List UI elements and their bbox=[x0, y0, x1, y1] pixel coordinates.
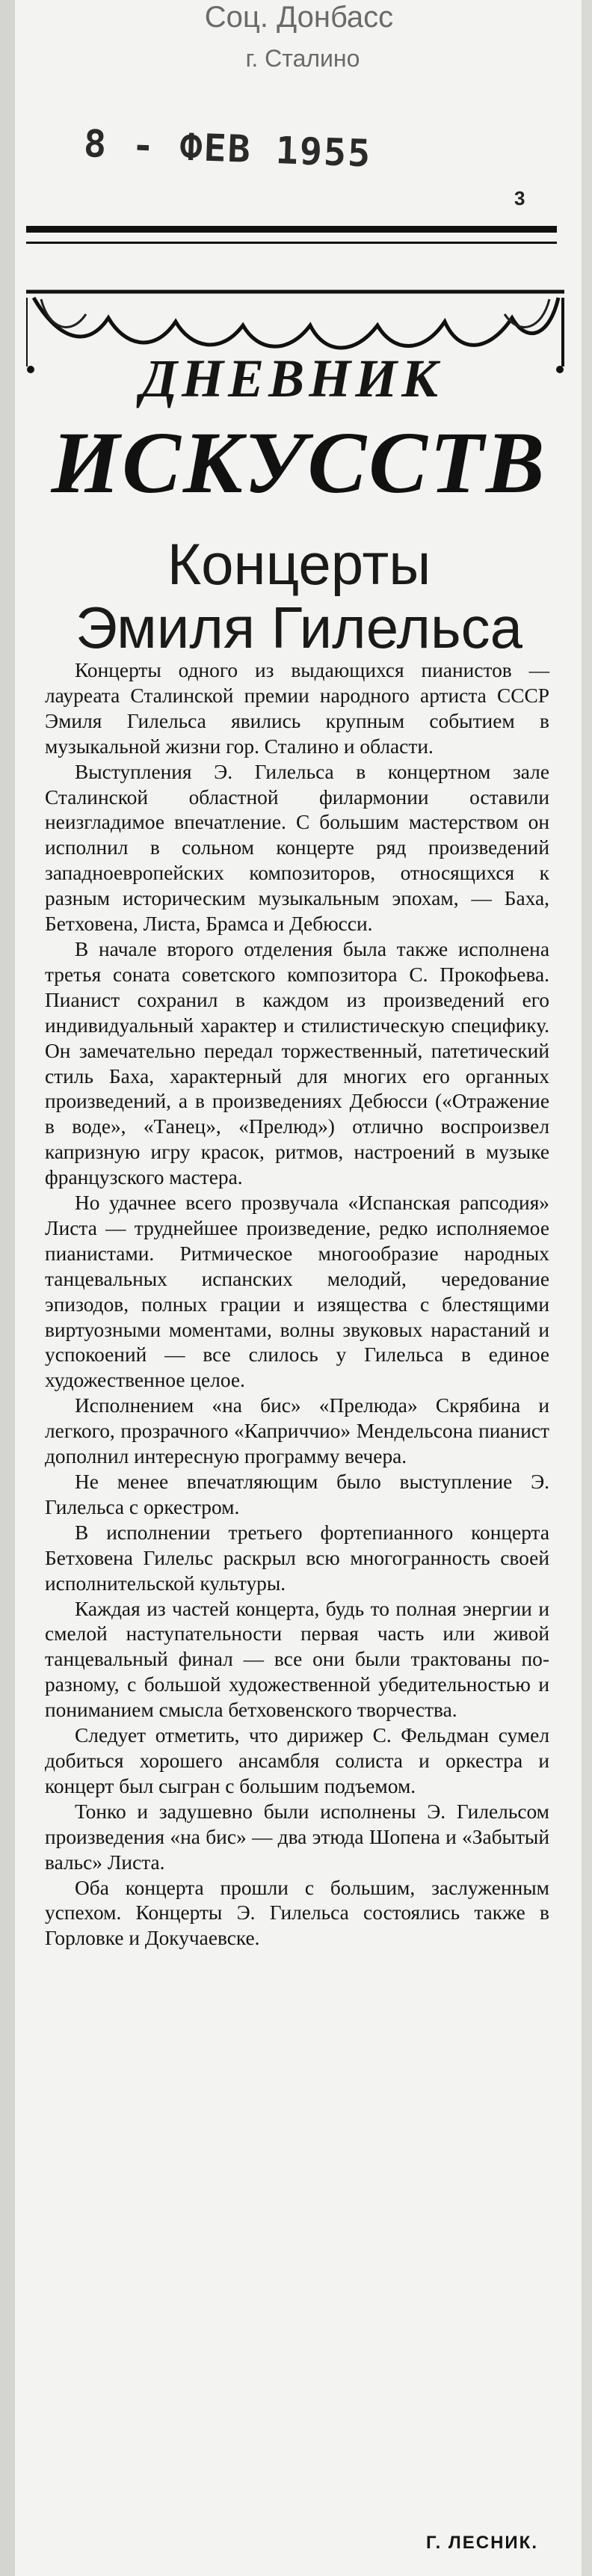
article-paragraph: Но удачнее всего прозвучала «Испанская рапсодия» Листа — труднейшее произведение, редко исполняемое пианистами. Ритмическое многообразие народных танцевальных испанских мелодий, чередование эпизодов, полных грации и изящества с блестящими виртуозными моментами, волны звуковых нарастаний и успокоений — все слилось у Гилельса в единое художественное целое. bbox=[45, 1192, 549, 1392]
article-paragraph: Каждая из частей концерта, будь то полная энергии и смелой наступательности первая часть или живой танцевальный финал — все они были трактованы по-разному, с большой художественной убедительностью и пониманием смысла бетховенского творчества. bbox=[45, 1597, 549, 1722]
rubric-title-line-2: ИСКУССТВ bbox=[51, 414, 547, 512]
scan-margin-left bbox=[0, 0, 15, 2576]
rubric-title-line-1: ДНЕВНИК bbox=[140, 349, 443, 408]
page-number: 3 bbox=[514, 187, 525, 209]
article-paragraph: Тонко и задушевно были исполнены Э. Гилельсом произведения «на бис» — два этюда Шопена и «Забытый вальс» Листа. bbox=[45, 1800, 549, 1874]
article-paragraph: В начале второго отделения была также исполнена третья соната советского композитора С. Прокофьева. Пианист сохранил в каждом из произведений его индивидуальный характер и стилистическую специфику. Он замечательно передал торжественный, патетический стиль Баха, характерный для многих его органных произведений, а в произведениях Дебюсси («Отражение в воде», «Танец», «Прелюд») отлично воспроизвел капризную игру красок, ритмов, настроений в музыке французского мастера. bbox=[45, 937, 549, 1189]
article-paragraph: Следует отметить, что дирижер С. Фельдман сумел добиться хорошего ансамбля солиста и оркестра и концерт был сыгран с большим подъемом. bbox=[45, 1724, 549, 1797]
top-rule bbox=[26, 226, 557, 233]
article-body bbox=[45, 658, 549, 1951]
article-paragraph: Оба концерта прошли с большим, заслуженным успехом. Концерты Э. Гилельса состоялись также в Горловке и Докучаевске. bbox=[45, 1876, 549, 1950]
article-paragraph: Концерты одного из выдающихся пианистов — лауреата Сталинской премии народного артиста СССР Эмиля Гилельса явились крупным событием в музыкальной жизни гор. Сталино и области. bbox=[45, 659, 549, 758]
article-paragraph: Исполнением «на бис» «Прелюда» Скрябина и легкого, прозрачного «Каприччио» Мендельсона пианист дополнил интересную программу вечера. bbox=[45, 1394, 549, 1468]
scan-margin-right bbox=[582, 0, 592, 2576]
article-paragraph: В исполнении третьего фортепианного концерта Бетховена Гилельс раскрыл всю многогранность своей исполнительской культуры. bbox=[45, 1521, 549, 1595]
top-rule-thin bbox=[26, 242, 557, 244]
article-paragraph: Выступления Э. Гилельса в концертном зале Сталинской областной филармонии оставили неизгладимое впечатление. С большим мастерством он исполнил в сольном концерте ряд произведений западноевропейских композиторов, относящихся к разным историческим музыкальным эпохам, — Баха, Бетховена, Листа, Брамса и Дебюсси. bbox=[45, 760, 549, 936]
author-signature: Г. ЛЕСНИК. bbox=[425, 2533, 538, 2553]
article-paragraph: Не менее впечатляющим было выступление Э. Гилельса с оркестром. bbox=[45, 1471, 549, 1518]
city-stamp: г. Сталино bbox=[245, 45, 360, 72]
source-stamp: Соц. Донбасс bbox=[204, 1, 394, 34]
date-stamp: 8 - ФЕВ 1955 bbox=[83, 122, 373, 176]
headline-line-1: Концерты bbox=[167, 531, 431, 597]
headline-line-2: Эмиля Гилельса bbox=[75, 595, 523, 660]
